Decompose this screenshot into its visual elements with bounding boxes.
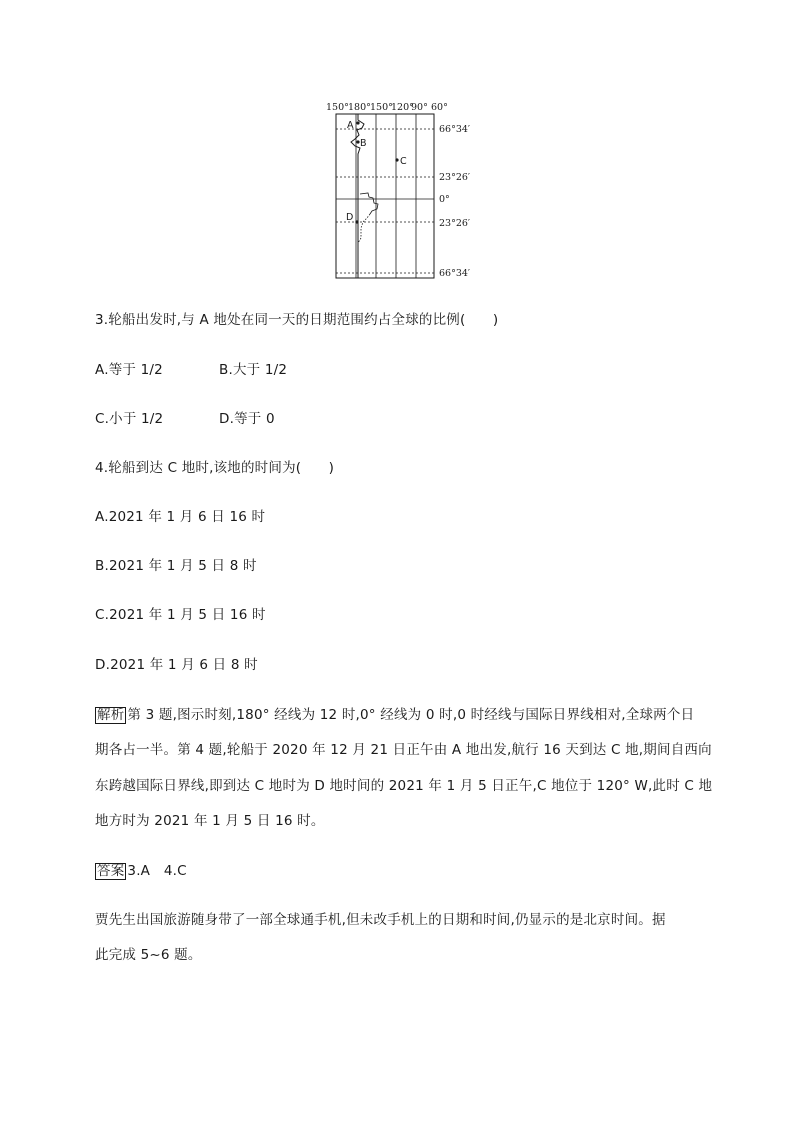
point-a-marker (356, 121, 359, 124)
question-3-option-d: D.等于 0 (219, 411, 275, 427)
lon-label-120: 120° (391, 102, 414, 113)
lon-label-180: 180° (348, 102, 371, 113)
answer-label: 答案 (97, 863, 125, 879)
analysis-label: 解析 (97, 707, 125, 723)
analysis-line-4: 地方时为 2021 年 1 月 5 日 16 时。 (95, 813, 325, 829)
analysis-line-1 (95, 706, 694, 724)
lat-label-23n: 23°26′ (439, 172, 471, 183)
lon-label-150w: 150° (326, 102, 349, 113)
question-3-stem: 3.轮船出发时,与 A 地处在同一天的日期范围约占全球的比例( ) (95, 312, 499, 328)
question-4-option-c: C.2021 年 1 月 5 日 16 时 (95, 607, 266, 623)
lat-label-66s: 66°34′ (439, 268, 471, 279)
answer-text: 3.A 4.C (127, 863, 187, 879)
question-4-stem: 4.轮船到达 C 地时,该地的时间为( ) (95, 460, 335, 476)
lon-label-60: 60° (431, 102, 448, 113)
intro-line-1: 贾先生出国旅游随身带了一部全球通手机,但未改手机上的日期和时间,仍显示的是北京时间。据 (95, 912, 666, 928)
intro-line-2: 此完成 5~6 题。 (95, 947, 202, 963)
lat-label-0: 0° (439, 194, 450, 205)
answer-line (95, 862, 187, 880)
lat-label-23s: 23°26′ (439, 218, 471, 229)
point-d-label: D (346, 212, 354, 223)
analysis-text-1: 第 3 题,图示时刻,180° 经线为 12 时,0° 经线为 0 时,0 时经线与国际日界线相对,全球两个日 (127, 707, 695, 723)
question-4-option-b: B.2021 年 1 月 5 日 8 时 (95, 558, 257, 574)
lon-label-150e: 150° (370, 102, 393, 113)
lat-label-66n: 66°34′ (439, 124, 471, 135)
analysis-line-3: 东跨越国际日界线,即到达 C 地时为 D 地时间的 2021 年 1 月 5 日正午,C 地位于 120° W,此时 C 地 (95, 778, 713, 794)
map-frame (336, 114, 434, 278)
point-b-label: B (360, 138, 367, 149)
question-3-option-c: C.小于 1/2 (95, 411, 164, 427)
question-4-option-d: D.2021 年 1 月 6 日 8 时 (95, 657, 258, 673)
point-c-marker (395, 158, 398, 161)
analysis-line-2: 期各占一半。第 4 题,轮船于 2020 年 12 月 21 日正午由 A 地出发,航行 16 天到达 C 地,期间自西向 (95, 742, 712, 758)
point-a-label: A (347, 120, 354, 131)
coastline (360, 193, 378, 214)
lon-label-90: 90° (411, 102, 428, 113)
question-3-option-b: B.大于 1/2 (219, 362, 288, 378)
point-d-marker (355, 220, 358, 223)
latitude-longitude-map (320, 98, 510, 283)
ship-route (358, 214, 370, 243)
question-3-option-a: A.等于 1/2 (95, 362, 163, 378)
question-4-option-a: A.2021 年 1 月 6 日 16 时 (95, 509, 266, 525)
point-c-label: C (400, 156, 407, 167)
